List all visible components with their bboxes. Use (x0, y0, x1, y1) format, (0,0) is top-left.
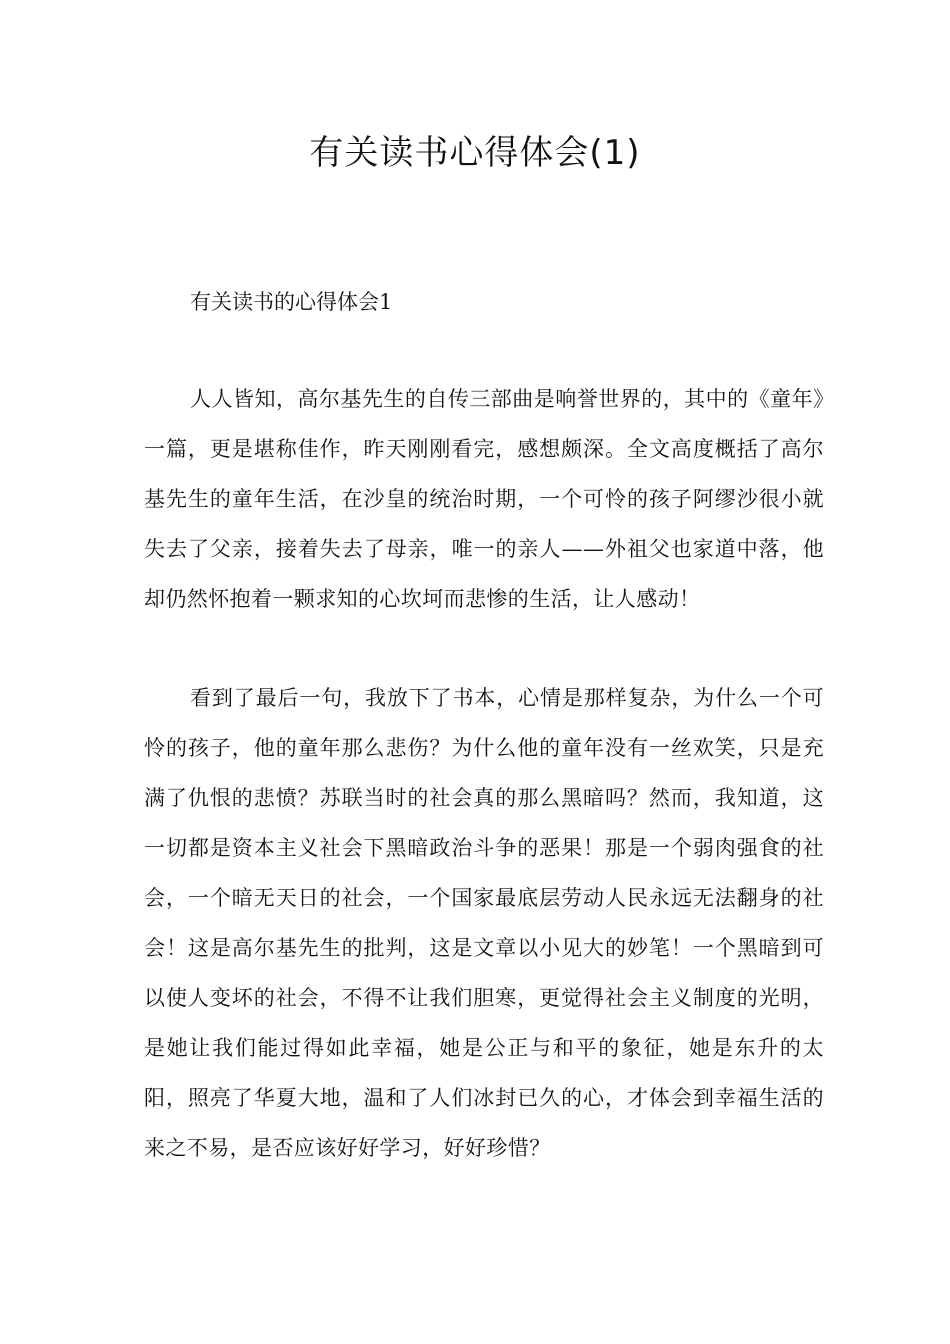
section-heading: 有关读书的心得体会1 (190, 290, 393, 314)
paragraph-2: 看到了最后一句，我放下了书本，心情是那样复杂，为什么一个可怜的孩子，他的童年那么悲伤？为什么他的童年没有一丝欢笑，只是充满了仇恨的悲愤？苏联当时的社会真的那么黑暗吗？然而，我知道，这一切都是资本主义社会下黑暗政治斗争的恶果！那是一个弱肉强食的社会，一个暗无天日的社会，一个国家最底层劳动人民永远无法翻身的社会！这是高尔基先生的批判，这是文章以小见大的妙笔！一个黑暗到可以使人变坏的社会，不得不让我们胆寒，更觉得社会主义制度的光明，是她让我们能过得如此幸福，她是公正与和平的象征，她是东升的太阳，照亮了华夏大地，温和了人们冰封已久的心，才体会到幸福生活的来之不易，是否应该好好学习，好好珍惜？ (144, 686, 824, 1160)
page-title: 有关读书心得体会(1) (309, 133, 641, 173)
paragraph-1: 人人皆知，高尔基先生的自传三部曲是响誉世界的，其中的《童年》一篇，更是堪称佳作，昨天刚刚看完，感想颇深。全文高度概括了高尔基先生的童年生活，在沙皇的统治时期，一个可怜的孩子阿缪沙很小就失去了父亲，接着失去了母亲，唯一的亲人——外祖父也家道中落，他却仍然怀抱着一颗求知的心坎坷而悲惨的生活，让人感动！ (144, 387, 824, 611)
